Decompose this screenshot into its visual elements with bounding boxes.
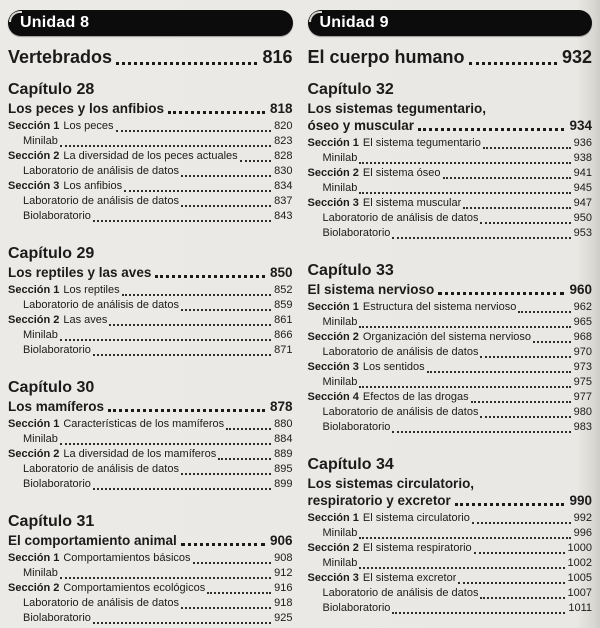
dot-leader bbox=[93, 354, 271, 356]
toc-row bbox=[8, 209, 293, 224]
chapter-title-page: 906 bbox=[269, 533, 293, 548]
toc-row-page: 823 bbox=[274, 135, 293, 147]
dot-leader bbox=[359, 162, 570, 164]
chapter-title-page: 990 bbox=[569, 493, 592, 508]
toc-row-label: Minilab bbox=[23, 135, 58, 147]
toc-row-page: 947 bbox=[573, 197, 592, 209]
toc-row-label: Efectos de las drogas bbox=[362, 391, 469, 403]
dot-leader bbox=[392, 612, 565, 614]
toc-row-page: 996 bbox=[573, 527, 592, 539]
toc-row-page: 852 bbox=[274, 284, 293, 296]
toc-row-page: 908 bbox=[274, 552, 293, 564]
section-number: Sección 1 bbox=[8, 552, 60, 564]
toc-row-page: 828 bbox=[274, 150, 293, 162]
toc-row bbox=[308, 526, 593, 541]
toc-row-page: 968 bbox=[573, 331, 592, 343]
toc-row-label: Organización del sistema nervioso bbox=[362, 331, 531, 343]
chapter-title-line bbox=[308, 475, 593, 492]
dot-leader bbox=[181, 473, 271, 475]
chapter-block bbox=[8, 244, 293, 358]
toc-row-page: 861 bbox=[274, 314, 293, 326]
toc-row bbox=[308, 541, 593, 556]
dot-leader bbox=[359, 326, 570, 328]
dot-leader bbox=[480, 356, 570, 358]
toc-row-page: 953 bbox=[573, 227, 592, 239]
toc-row-label: Laboratorio de análisis de datos bbox=[23, 463, 179, 475]
toc-row-page: 1000 bbox=[567, 542, 592, 554]
toc-row-label: Biolaboratorio bbox=[322, 421, 391, 433]
unit-title-row bbox=[308, 47, 593, 68]
toc-row bbox=[308, 390, 593, 405]
chapter-title-page: 934 bbox=[569, 118, 592, 133]
chapter-block bbox=[308, 261, 593, 435]
toc-row-page: 975 bbox=[573, 376, 592, 388]
toc-row-label: Laboratorio de análisis de datos bbox=[322, 587, 479, 599]
dot-leader bbox=[418, 128, 564, 131]
toc-row-page: 992 bbox=[573, 512, 592, 524]
chapter-title-line bbox=[8, 398, 293, 415]
dot-leader bbox=[108, 409, 265, 412]
toc-row bbox=[308, 375, 593, 390]
toc-row-label: El sistema tegumentario bbox=[362, 137, 481, 149]
toc-row-page: 965 bbox=[573, 316, 592, 328]
dot-leader bbox=[116, 62, 257, 65]
toc-row-label: Minilab bbox=[322, 376, 358, 388]
toc-row-page: 884 bbox=[274, 433, 293, 445]
toc-row-label: Los peces bbox=[63, 120, 114, 132]
chapter-title-text: Los sistemas circulatorio, bbox=[307, 476, 475, 491]
toc-row bbox=[308, 136, 593, 151]
unit-9-column bbox=[308, 10, 593, 628]
chapter-block bbox=[308, 455, 593, 616]
toc-row bbox=[8, 462, 293, 477]
section-number: Sección 1 bbox=[307, 512, 359, 524]
dot-leader bbox=[483, 147, 571, 149]
dot-leader bbox=[181, 607, 271, 609]
chapter-heading: Capítulo 30 bbox=[8, 379, 95, 396]
section-number: Sección 1 bbox=[307, 137, 359, 149]
chapter-title-text: respiratorio y excretor bbox=[307, 493, 451, 508]
dot-leader bbox=[60, 339, 271, 341]
chapter-title-line bbox=[308, 100, 593, 117]
section-number: Sección 2 bbox=[307, 167, 359, 179]
toc-row bbox=[308, 556, 593, 571]
chapter-heading: Capítulo 33 bbox=[307, 262, 394, 279]
toc-row bbox=[8, 551, 293, 566]
dot-leader bbox=[168, 111, 265, 114]
toc-row-page: 895 bbox=[274, 463, 293, 475]
chapter-heading: Capítulo 29 bbox=[8, 245, 95, 262]
unit-banner bbox=[308, 10, 593, 36]
chapter-title-text: El comportamiento animal bbox=[8, 533, 177, 548]
toc-row-label: Biolaboratorio bbox=[322, 227, 391, 239]
toc-row bbox=[308, 300, 593, 315]
toc-row-label: Minilab bbox=[23, 567, 58, 579]
dot-leader bbox=[480, 222, 570, 224]
dot-leader bbox=[359, 567, 564, 569]
section-number: Sección 3 bbox=[307, 361, 359, 373]
section-number: Sección 4 bbox=[307, 391, 359, 403]
toc-row bbox=[8, 417, 293, 432]
chapter-title-text: Los peces y los anfibios bbox=[8, 101, 165, 116]
toc-row bbox=[308, 405, 593, 420]
dot-leader bbox=[359, 192, 570, 194]
toc-row-page: 941 bbox=[573, 167, 592, 179]
toc-row-page: 938 bbox=[573, 152, 592, 164]
toc-row-label: Los anfibios bbox=[63, 180, 123, 192]
dot-leader bbox=[458, 582, 564, 584]
dot-leader bbox=[155, 275, 265, 278]
toc-row bbox=[8, 179, 293, 194]
toc-row-label: El sistema respiratorio bbox=[362, 542, 472, 554]
toc-row-label: Biolaboratorio bbox=[23, 210, 91, 222]
toc-row bbox=[8, 447, 293, 462]
dot-leader bbox=[109, 324, 271, 326]
toc-row-page: 871 bbox=[274, 344, 293, 356]
toc-row bbox=[308, 151, 593, 166]
section-number: Sección 1 bbox=[8, 120, 60, 132]
chapter-rows bbox=[308, 300, 593, 435]
toc-row-page: 983 bbox=[573, 421, 592, 433]
toc-row-label: Características de los mamíferos bbox=[63, 418, 225, 430]
toc-row-page: 962 bbox=[573, 301, 592, 313]
chapter-title-text: Los sistemas tegumentario, bbox=[307, 101, 487, 116]
toc-row bbox=[308, 571, 593, 586]
dot-leader bbox=[60, 145, 271, 147]
dot-leader bbox=[438, 292, 564, 295]
chapter-title-line bbox=[308, 281, 593, 298]
unit-8-column bbox=[8, 10, 293, 628]
unit-banner bbox=[8, 10, 293, 36]
dot-leader bbox=[359, 386, 570, 388]
unit-banner-label: Unidad 8 bbox=[20, 14, 90, 31]
toc-row bbox=[8, 596, 293, 611]
toc-row-label: Los sentidos bbox=[362, 361, 425, 373]
toc-row bbox=[8, 566, 293, 581]
chapter-block bbox=[8, 80, 293, 224]
toc-row-page: 880 bbox=[274, 418, 293, 430]
section-number: Sección 2 bbox=[8, 582, 60, 594]
chapter-title-page: 960 bbox=[569, 282, 592, 297]
toc-row-page: 1011 bbox=[568, 602, 592, 614]
toc-row bbox=[308, 330, 593, 345]
dot-leader bbox=[469, 62, 557, 65]
chapter-heading: Capítulo 32 bbox=[307, 81, 394, 98]
toc-row bbox=[8, 581, 293, 596]
dot-leader bbox=[455, 503, 565, 506]
dot-leader bbox=[218, 458, 271, 460]
toc-row bbox=[8, 149, 293, 164]
toc-row bbox=[8, 611, 293, 626]
toc-row bbox=[308, 181, 593, 196]
toc-row bbox=[8, 298, 293, 313]
toc-row bbox=[308, 360, 593, 375]
section-number: Sección 1 bbox=[307, 301, 359, 313]
toc-row-page: 889 bbox=[274, 448, 293, 460]
dot-leader bbox=[181, 309, 271, 311]
toc-row bbox=[308, 315, 593, 330]
toc-row-label: Laboratorio de análisis de datos bbox=[322, 212, 479, 224]
toc-row-page: 970 bbox=[573, 346, 592, 358]
toc-row-page: 912 bbox=[274, 567, 293, 579]
toc-row bbox=[8, 194, 293, 209]
chapter-block bbox=[8, 378, 293, 492]
dot-leader bbox=[116, 130, 272, 132]
toc-row bbox=[8, 134, 293, 149]
toc-row-page: 866 bbox=[274, 329, 293, 341]
toc-row bbox=[8, 328, 293, 343]
toc-row-page: 834 bbox=[274, 180, 293, 192]
dot-leader bbox=[443, 177, 571, 179]
toc-row-label: El sistema muscular bbox=[362, 197, 462, 209]
unit-title: Vertebrados bbox=[8, 47, 113, 67]
toc-row bbox=[8, 164, 293, 179]
dot-leader bbox=[124, 190, 271, 192]
chapter-heading: Capítulo 28 bbox=[8, 81, 95, 98]
toc-row-page: 1002 bbox=[567, 557, 592, 569]
dot-leader bbox=[181, 205, 271, 207]
unit-title-page: 816 bbox=[262, 47, 293, 67]
chapter-title-text: óseo y muscular bbox=[307, 118, 415, 133]
section-number: Sección 1 bbox=[8, 418, 60, 430]
toc-row-label: Laboratorio de análisis de datos bbox=[322, 406, 479, 418]
toc-row-page: 936 bbox=[573, 137, 592, 149]
toc-row-label: El sistema circulatorio bbox=[362, 512, 470, 524]
toc-row-page: 925 bbox=[274, 612, 293, 624]
section-number: Sección 1 bbox=[8, 284, 60, 296]
dot-leader bbox=[93, 220, 271, 222]
toc-row-label: Laboratorio de análisis de datos bbox=[23, 165, 179, 177]
toc-row-label: Estructura del sistema nervioso bbox=[362, 301, 517, 313]
dot-leader bbox=[60, 443, 271, 445]
dot-leader bbox=[93, 488, 271, 490]
chapter-block bbox=[8, 512, 293, 626]
section-number: Sección 3 bbox=[8, 180, 60, 192]
toc-row-page: 977 bbox=[573, 391, 592, 403]
chapter-title-line bbox=[308, 117, 593, 134]
chapters bbox=[8, 80, 293, 626]
toc-row-page: 973 bbox=[573, 361, 592, 373]
dot-leader bbox=[207, 592, 271, 594]
chapter-rows bbox=[8, 417, 293, 492]
dot-leader bbox=[392, 431, 570, 433]
unit-title-page: 932 bbox=[561, 47, 592, 67]
chapter-title-line bbox=[308, 492, 593, 509]
toc-row-label: Laboratorio de análisis de datos bbox=[23, 597, 179, 609]
chapter-title-line bbox=[8, 264, 293, 281]
toc-row bbox=[308, 345, 593, 360]
dot-leader bbox=[181, 175, 271, 177]
toc-row-page: 918 bbox=[274, 597, 293, 609]
section-number: Sección 2 bbox=[307, 331, 359, 343]
toc-row-label: Minilab bbox=[322, 527, 358, 539]
section-number: Sección 3 bbox=[307, 197, 359, 209]
toc-row-label: Laboratorio de análisis de datos bbox=[23, 195, 179, 207]
chapter-title-text: Los reptiles y las aves bbox=[8, 265, 152, 280]
toc-row bbox=[8, 343, 293, 358]
toc-row-label: La diversidad de los peces actuales bbox=[63, 150, 238, 162]
dot-leader bbox=[193, 562, 272, 564]
toc-row-label: Biolaboratorio bbox=[322, 602, 391, 614]
toc-row-label: Laboratorio de análisis de datos bbox=[23, 299, 179, 311]
toc-row bbox=[308, 211, 593, 226]
toc-row-label: Minilab bbox=[322, 152, 358, 164]
chapter-title-line bbox=[8, 100, 293, 117]
section-number: Sección 2 bbox=[8, 150, 60, 162]
toc-row bbox=[308, 586, 593, 601]
toc-row-page: 945 bbox=[573, 182, 592, 194]
chapter-rows bbox=[308, 136, 593, 241]
toc-row-label: Minilab bbox=[322, 316, 358, 328]
dot-leader bbox=[226, 428, 271, 430]
section-number: Sección 2 bbox=[8, 314, 60, 326]
dot-leader bbox=[480, 597, 564, 599]
toc-row-page: 843 bbox=[274, 210, 293, 222]
dot-leader bbox=[359, 537, 570, 539]
toc-row-label: Biolaboratorio bbox=[23, 612, 91, 624]
dot-leader bbox=[60, 577, 271, 579]
dot-leader bbox=[471, 401, 571, 403]
toc-row bbox=[308, 196, 593, 211]
toc-row bbox=[8, 313, 293, 328]
toc-row bbox=[308, 166, 593, 181]
toc-row-label: Comportamientos básicos bbox=[63, 552, 191, 564]
dot-leader bbox=[518, 311, 570, 313]
toc-row-label: El sistema excretor bbox=[362, 572, 457, 584]
toc-row-label: Comportamientos ecológicos bbox=[63, 582, 206, 594]
chapter-heading: Capítulo 34 bbox=[307, 456, 394, 473]
chapter-block bbox=[308, 80, 593, 241]
section-number: Sección 2 bbox=[8, 448, 60, 460]
toc-row-page: 1005 bbox=[567, 572, 592, 584]
toc-row bbox=[308, 226, 593, 241]
section-number: Sección 2 bbox=[307, 542, 359, 554]
toc-row-label: Minilab bbox=[23, 329, 58, 341]
dot-leader bbox=[463, 207, 570, 209]
dot-leader bbox=[533, 341, 571, 343]
toc-row-page: 1007 bbox=[567, 587, 592, 599]
chapter-rows bbox=[8, 283, 293, 358]
toc-row-label: Las aves bbox=[63, 314, 108, 326]
toc-row bbox=[308, 420, 593, 435]
chapter-rows bbox=[8, 551, 293, 626]
toc-row-page: 916 bbox=[274, 582, 293, 594]
chapter-title-page: 850 bbox=[269, 265, 293, 280]
toc-row bbox=[8, 477, 293, 492]
dot-leader bbox=[240, 160, 272, 162]
toc-row-page: 899 bbox=[274, 478, 293, 490]
toc-row bbox=[8, 119, 293, 134]
chapter-title-page: 878 bbox=[269, 399, 293, 414]
toc-row bbox=[8, 432, 293, 447]
dot-leader bbox=[427, 371, 571, 373]
toc-row-label: Biolaboratorio bbox=[23, 478, 91, 490]
unit-banner-label: Unidad 9 bbox=[319, 14, 389, 31]
toc-row-label: Laboratorio de análisis de datos bbox=[322, 346, 479, 358]
dot-leader bbox=[480, 416, 570, 418]
chapter-rows bbox=[8, 119, 293, 224]
toc-row-page: 950 bbox=[573, 212, 592, 224]
toc-row-page: 859 bbox=[274, 299, 293, 311]
dot-leader bbox=[181, 543, 265, 546]
chapter-title-page: 818 bbox=[269, 101, 293, 116]
toc-row-label: Los reptiles bbox=[63, 284, 120, 296]
unit-title: El cuerpo humano bbox=[307, 47, 465, 67]
toc-row-page: 980 bbox=[573, 406, 592, 418]
chapter-rows bbox=[308, 511, 593, 616]
chapters bbox=[308, 80, 593, 616]
section-number: Sección 3 bbox=[307, 572, 359, 584]
chapter-title-text: Los mamíferos bbox=[8, 399, 105, 414]
dot-leader bbox=[474, 552, 565, 554]
toc-row-label: Minilab bbox=[23, 433, 58, 445]
chapter-title-line bbox=[8, 532, 293, 549]
dot-leader bbox=[122, 294, 272, 296]
unit-title-row bbox=[8, 47, 293, 68]
dot-leader bbox=[392, 237, 570, 239]
toc-row-label: Biolaboratorio bbox=[23, 344, 91, 356]
toc-row-label: Minilab bbox=[322, 557, 358, 569]
chapter-title-text: El sistema nervioso bbox=[307, 282, 435, 297]
toc-row bbox=[8, 283, 293, 298]
toc-row-label: La diversidad de los mamíferos bbox=[63, 448, 217, 460]
toc-row-label: El sistema óseo bbox=[362, 167, 441, 179]
dot-leader bbox=[93, 622, 271, 624]
toc-row-page: 820 bbox=[274, 120, 293, 132]
toc-row-page: 830 bbox=[274, 165, 293, 177]
toc-row-label: Minilab bbox=[322, 182, 358, 194]
dot-leader bbox=[472, 522, 571, 524]
toc-row-page: 837 bbox=[274, 195, 293, 207]
toc-row bbox=[308, 601, 593, 616]
toc-row bbox=[308, 511, 593, 526]
chapter-heading: Capítulo 31 bbox=[8, 513, 95, 530]
